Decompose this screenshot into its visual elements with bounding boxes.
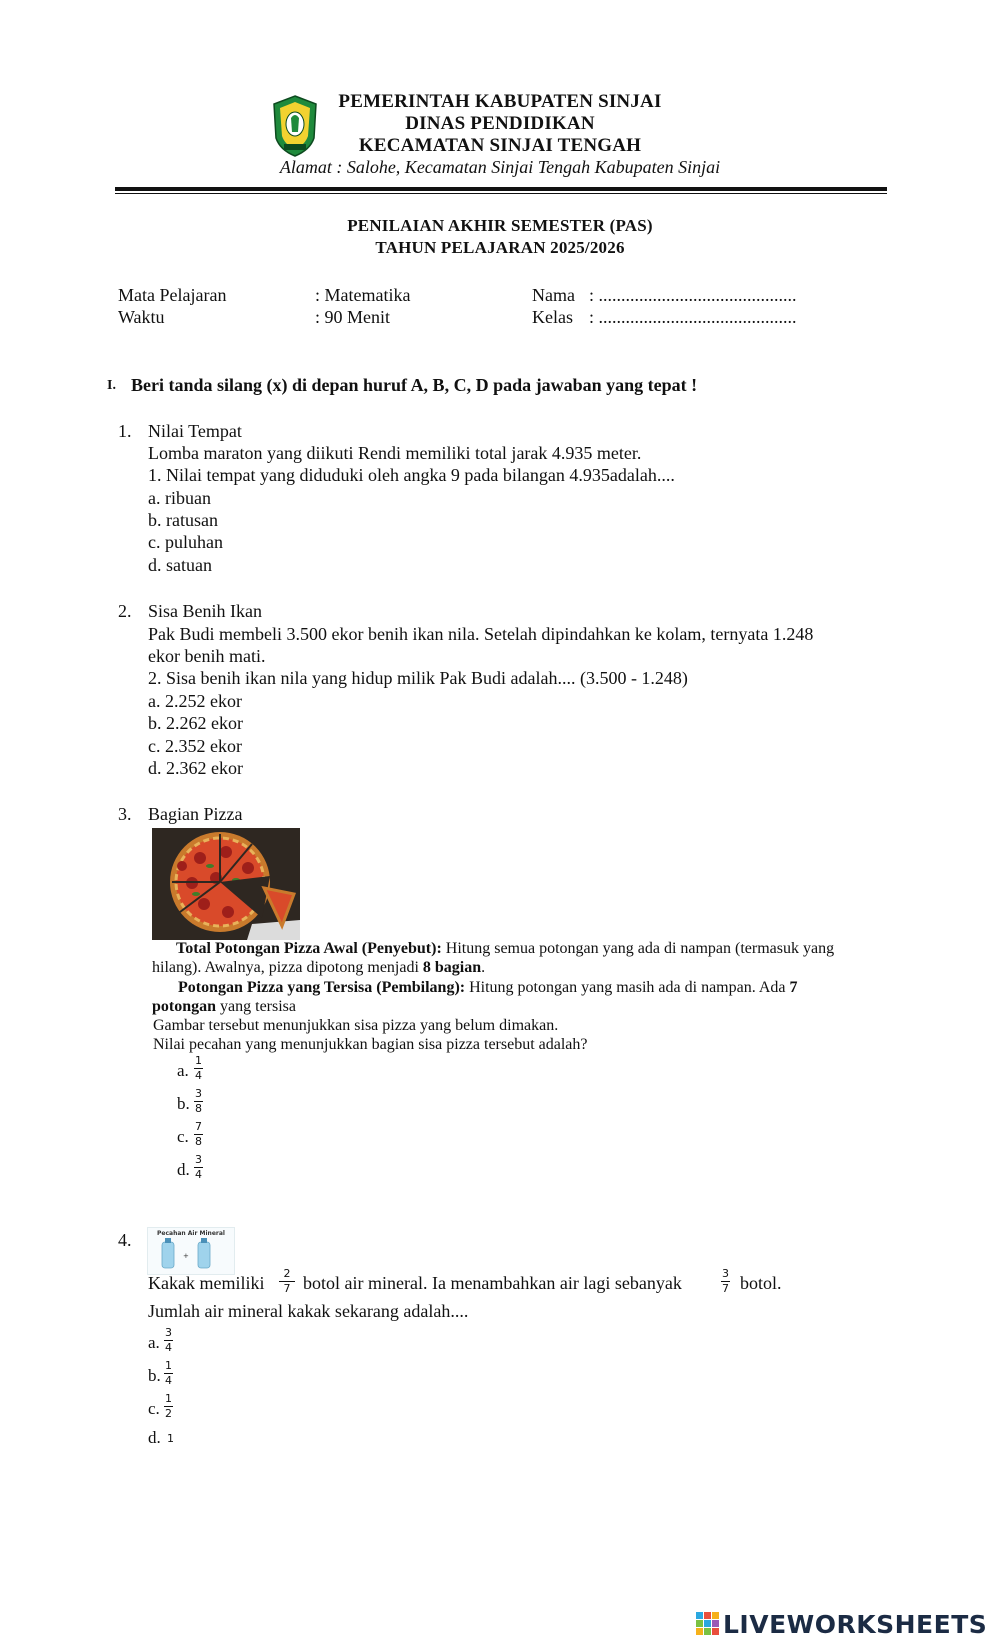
q2-question: 2. Sisa benih ikan nila yang hidup milik Pak Budi adalah.... (3.500 - 1.248) <box>148 668 688 688</box>
numerator: 3 <box>165 1326 172 1339</box>
header-district-line: KECAMATAN SINJAI TENGAH <box>358 135 642 156</box>
q2-text-line2: ekor benih mati. <box>148 646 266 666</box>
q4-option-b-fraction <box>164 1360 173 1386</box>
q3-paragraph2-line2 <box>152 998 296 1016</box>
q4-option-a-label: a. <box>148 1333 160 1352</box>
q4-text-middle: botol air mineral. Ia menambahkan air lagi sebanyak <box>303 1273 682 1293</box>
q3-denominator-text: Hitung semua potongan yang ada di nampan (termasuk yang <box>441 940 835 957</box>
q2-option-d[interactable]: d. 2.362 ekor <box>148 758 243 778</box>
q3-denominator-value: 8 bagian <box>422 959 482 976</box>
q4-option-d-value: 1 <box>167 1432 174 1445</box>
header-government-line: PEMERINTAH KABUPATEN SINJAI <box>338 91 662 112</box>
q3-period: . <box>481 959 486 976</box>
q4-text-end: botol. <box>740 1273 782 1293</box>
pizza-photo <box>152 828 300 940</box>
liveworksheets-logo <box>696 1607 987 1641</box>
class-field[interactable]: : ............................................ <box>589 307 797 327</box>
liveworksheets-icon <box>696 1612 720 1636</box>
q3-question: Nilai pecahan yang menunjukkan bagian sisa pizza tersebut adalah? <box>153 1036 588 1053</box>
numerator: 2 <box>283 1267 291 1280</box>
q4-question: Jumlah air mineral kakak sekarang adalah.... <box>148 1301 469 1321</box>
q3-option-b-label: b. <box>177 1094 190 1113</box>
denominator: 8 <box>195 1102 202 1115</box>
section-number: I. <box>107 378 116 393</box>
numerator: 3 <box>722 1267 729 1280</box>
denominator: 4 <box>165 1374 172 1387</box>
svg-text:+: + <box>183 1252 189 1260</box>
q2-option-c[interactable]: c. 2.352 ekor <box>148 736 242 756</box>
numerator: 7 <box>195 1120 202 1133</box>
q3-title: Bagian Pizza <box>148 804 243 824</box>
numerator: 3 <box>195 1153 202 1166</box>
time-label: Waktu <box>118 307 165 327</box>
q3-paragraph2-line1 <box>178 979 798 997</box>
q3-denominator-heading: Total Potongan Pizza Awal (Penyebut): <box>176 940 442 957</box>
subject-value: : Matematika <box>315 285 411 305</box>
q3-numerator-text: Hitung potongan yang masih ada di nampan. Ada <box>465 979 790 996</box>
header-divider-thin <box>115 193 887 194</box>
subject-label: Mata Pelajaran <box>118 285 227 305</box>
q1-number: 1. <box>118 421 132 441</box>
q1-question: 1. Nilai tempat yang diduduki oleh angka 9 pada bilangan 4.935adalah.... <box>148 465 675 485</box>
q1-option-d[interactable]: d. satuan <box>148 555 212 575</box>
q3-numerator-heading: Potongan Pizza yang Tersisa (Pembilang): <box>178 979 466 996</box>
q3-option-c-fraction <box>194 1121 203 1147</box>
q3-numerator-value: 7 <box>789 979 798 996</box>
q3-option-c-label: c. <box>177 1127 189 1146</box>
q4-option-c-label: c. <box>148 1399 160 1418</box>
liveworksheets-wordmark: LIVEWORKSHEETS <box>723 1609 988 1639</box>
q3-option-b-fraction <box>194 1088 203 1114</box>
class-label: Kelas <box>532 307 573 327</box>
exam-year: TAHUN PELAJARAN 2025/2026 <box>375 238 625 257</box>
q1-option-a[interactable]: a. ribuan <box>148 488 211 508</box>
q3-paragraph1-line1 <box>176 940 834 958</box>
q4-fraction-added <box>721 1268 730 1294</box>
q3-option-a-label: a. <box>177 1061 189 1080</box>
denominator: 2 <box>165 1407 172 1420</box>
q4-text-start: Kakak memiliki <box>148 1273 265 1293</box>
name-label: Nama <box>532 285 575 305</box>
q3-paragraph1-line2 <box>152 959 485 977</box>
q2-text-line1: Pak Budi membeli 3.500 ekor benih ikan nila. Setelah dipindahkan ke kolam, ternyata 1.248 <box>148 624 814 644</box>
q3-image-statement: Gambar tersebut menunjukkan sisa pizza yang belum dimakan. <box>153 1017 559 1034</box>
q3-denominator-text-cont: hilang). Awalnya, pizza dipotong menjadi <box>152 959 423 976</box>
q3-option-a-fraction <box>194 1055 203 1081</box>
q1-title: Nilai Tempat <box>148 421 242 441</box>
time-value: : 90 Menit <box>315 307 390 327</box>
q4-option-a-fraction <box>164 1327 173 1353</box>
denominator: 4 <box>195 1168 202 1181</box>
q3-numerator-unit: potongan <box>152 998 217 1015</box>
q1-option-c[interactable]: c. puluhan <box>148 532 223 552</box>
header-address: Alamat : Salohe, Kecamatan Sinjai Tengah Kabupaten Sinjai <box>279 157 721 177</box>
q4-option-c-fraction <box>164 1393 173 1419</box>
q1-option-b[interactable]: b. ratusan <box>148 510 218 530</box>
q4-option-d-label: d. <box>148 1428 161 1447</box>
name-field[interactable]: : ............................................ <box>589 285 797 305</box>
denominator: 7 <box>283 1282 291 1295</box>
q2-option-a[interactable]: a. 2.252 ekor <box>148 691 242 711</box>
numerator: 1 <box>195 1054 202 1067</box>
denominator: 4 <box>165 1341 172 1354</box>
numerator: 3 <box>195 1087 202 1100</box>
header-department-line: DINAS PENDIDIKAN <box>405 113 595 134</box>
q4-number: 4. <box>118 1230 132 1250</box>
denominator: 8 <box>195 1135 202 1148</box>
q2-option-b[interactable]: b. 2.262 ekor <box>148 713 243 733</box>
q4-fraction-initial <box>279 1268 295 1294</box>
denominator: 4 <box>195 1069 202 1082</box>
exam-title: PENILAIAN AKHIR SEMESTER (PAS) <box>347 216 653 235</box>
q3-numerator-text-cont: yang tersisa <box>216 998 297 1015</box>
numerator: 1 <box>165 1359 172 1372</box>
q2-number: 2. <box>118 601 132 621</box>
water-bottle-fraction-image <box>147 1227 235 1275</box>
q3-number: 3. <box>118 804 132 824</box>
numerator: 1 <box>165 1392 172 1405</box>
q4-option-b-label: b. <box>148 1366 161 1385</box>
denominator: 7 <box>722 1282 729 1295</box>
q1-text: Lomba maraton yang diikuti Rendi memiliki total jarak 4.935 meter. <box>148 443 642 463</box>
section-instruction: Beri tanda silang (x) di depan huruf A, B, C, D pada jawaban yang tepat ! <box>131 375 698 395</box>
bottle-image-caption: Pecahan Air Mineral <box>157 1230 225 1237</box>
q2-title: Sisa Benih Ikan <box>148 601 262 621</box>
q3-option-d-fraction <box>194 1154 203 1180</box>
q3-option-d-label: d. <box>177 1160 190 1179</box>
header-divider-thick <box>115 187 887 191</box>
q4-text-line1 <box>148 1273 264 1294</box>
